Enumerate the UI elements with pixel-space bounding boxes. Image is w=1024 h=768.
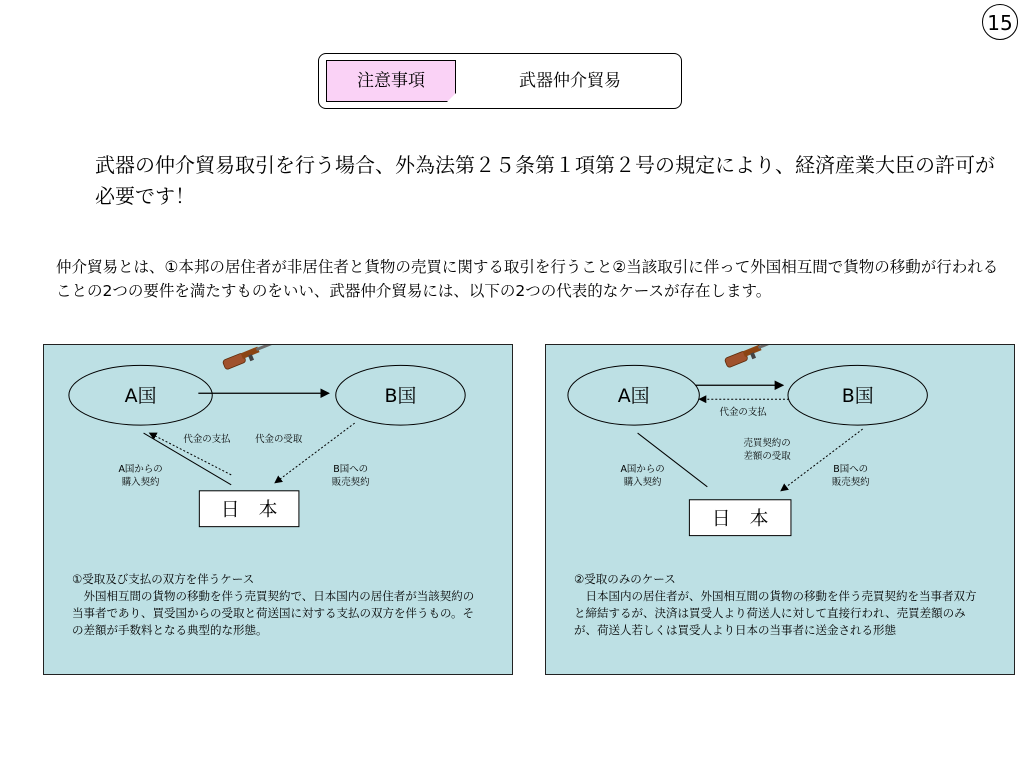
case-panel-2 [545,344,1015,675]
country-b-label: B国 [841,385,874,408]
receipt-label: 代金の受取 [255,434,303,446]
case-diagram-2 [546,345,1014,545]
country-a-label: A国 [124,385,157,408]
purchase-contract-label-1: A国からの [118,463,163,475]
sale-contract-label-1: B国への [833,463,869,475]
rifle-icon [724,345,787,369]
page-title: 武器仲介貿易 [519,71,621,91]
purchase-contract-label-1: A国からの [620,463,665,475]
caution-tag: 注意事項 [326,60,456,102]
purchase-contract-label-2: 購入契約 [121,476,160,488]
purchase-contract-label-2: 購入契約 [623,476,662,488]
country-b-label: B国 [384,385,417,408]
payment-label: 代金の支払 [719,407,767,419]
payment-label: 代金の支払 [183,434,231,446]
case-caption-1 [72,571,482,639]
sale-contract-label-1: B国への [333,463,369,475]
margin-receipt-label-1: 売買契約の [743,437,791,449]
case-description: 外国相互間の貨物の移動を伴う売買契約で、日本国内の居住者が当該契約の当事者であり、買受国からの受取と荷送国に対する支払の双方を伴うもの。その差額が手数料となる典型的な形態。 [72,589,475,637]
japan-label: 日 本 [711,507,769,530]
case-title: ①受取及び支払の双方を伴うケース [72,572,255,586]
japan-label: 日 本 [220,498,278,521]
intro-paragraph: 仲介貿易とは、①本邦の居住者が非居住者と貨物の売買に関する取引を行うこと②当該取引に伴って外国相互間で貨物の移動が行われることの2つの要件を満たすものをいい、武器仲介貿易には、以下の2つの代表的なケースが存在します。 [56,258,999,300]
case-caption-2 [574,571,984,639]
sale-contract-label-2: 販売契約 [831,476,870,488]
margin-receipt-label-2: 差額の受取 [743,450,791,462]
case-title: ②受取のみのケース [574,572,676,586]
case-panel-1 [43,344,513,675]
case-description: 日本国内の居住者が、外国相互間の貨物の移動を伴う売買契約を当事者双方と締結するが、決済は買受人より荷送人に対して直接行われ、売買差額のみが、荷送人若しくは買受人より日本の当事者に送金される形態 [574,589,977,637]
page-number: 15 [982,4,1018,40]
rifle-icon [222,345,285,371]
case-diagram-1 [44,345,512,545]
headline: 武器の仲介貿易取引を行う場合、外為法第２５条第１項第２号の規定により、経済産業大臣の許可が必要です！ [95,153,995,208]
country-a-label: A国 [617,385,650,408]
sale-contract-label-2: 販売契約 [331,476,370,488]
